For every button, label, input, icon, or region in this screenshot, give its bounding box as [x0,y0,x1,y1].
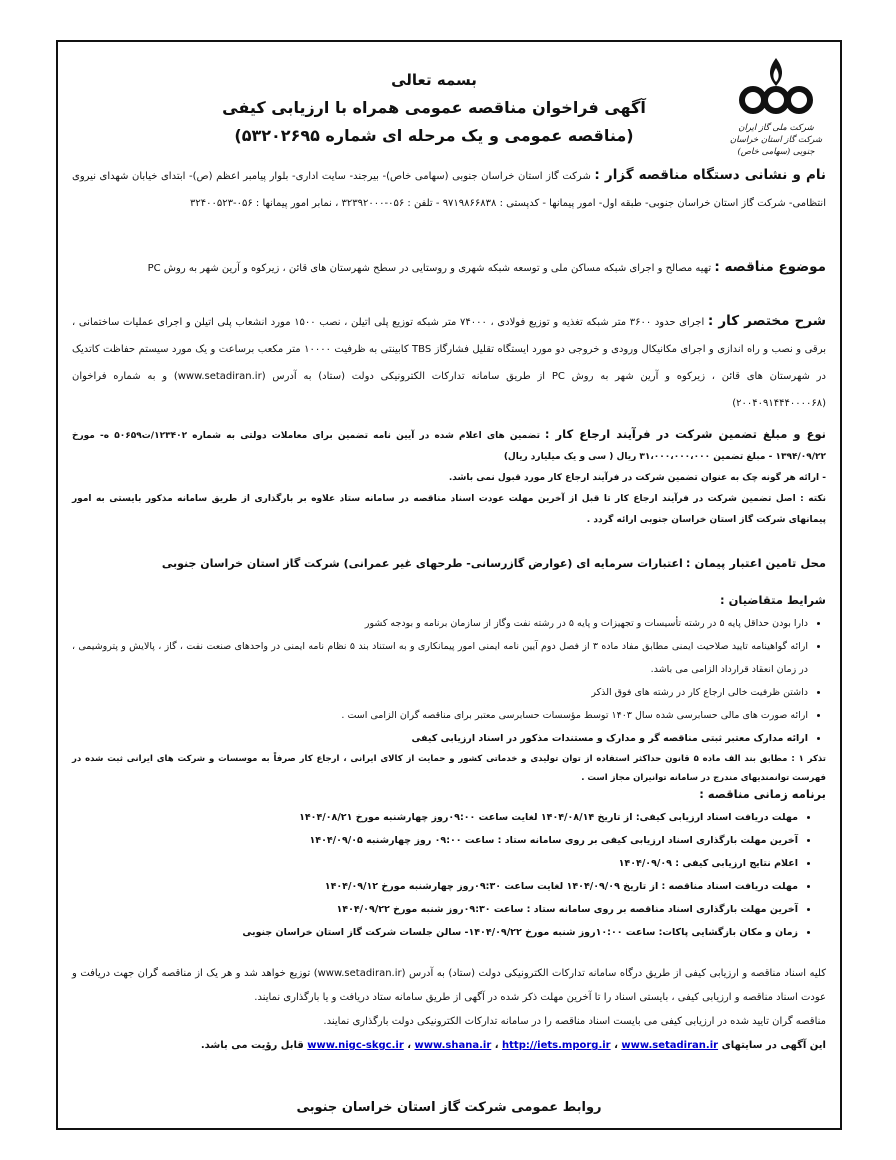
sites-suffix: قابل رؤیت می باشد. [200,1040,304,1051]
organizer-label: نام و نشانی دستگاه مناقصه گزار : [594,167,826,183]
list-item: • مهلت دریافت اسناد مناقصه : از تاریخ ۱۴۰۴/۰۹/۰۹ لغایت ساعت ۰۹:۳۰روز چهارشنبه مورخ ۱۴۰۴/۰۹/۱۲ [72,875,798,898]
list-item: • زمان و مکان بازگشایی پاکات: ساعت ۱۰:۰۰روز شنبه مورخ ۱۴۰۴/۰۹/۲۲- سالن جلسات شرکت گاز استان خراسان جنوبی [72,921,798,944]
subject-text: تهیه مصالح و اجرای شبکه مساکن ملی و توسعه شبکه شهری و روستایی در سطح شهرستان های قائن ، زیرکوه و آرین شهر به روش PC [147,263,712,274]
list-item: • دارا بودن حداقل پایه ۵ در رشته تأسیسات و تجهیزات و پایه ۵ در رشته نفت وگاز از سازمان برنامه و بودجه کشور [72,612,808,635]
funding-label: محل تامین اعتبار پیمان : [685,556,826,570]
guarantee-text: تضمین های اعلام شده در آیین نامه تضمین برای معاملات دولتی به شماره ۱۲۳۴۰۲/ت۵۰۶۵۹ ه- مورخ ۱۳۹۴/۰۹/۲۲ - مبلغ تضمین ۳۱،۰۰۰،۰۰۰،۰۰۰ ریال ( سی و یک میلیارد ریال) [72,431,826,462]
guarantee-section [72,424,826,531]
summary-text: اجرای حدود ۳۶۰۰ متر شبکه تغذیه و توزیع فولادی ، ۷۴۰۰۰ متر شبکه توزیع پلی اتیلن ، نصب ۱۵۰۰ مورد انشعاب پلی اتیلن و اجرای عملیات ساختمانی ، برقی و نصب و راه اندازی و اجرای مکانیکال ورودی و خروجی دو مورد ایستگاه تقلیل فشارگاز TBS کابینتی به ظرفیت ۱۰۰۰۰ متر مکعب برساعت و یک مورد سیستم حفاظت کاتدیک در شهرستان های قائن ، زیرکوه و آرین شهر به روش PC از طریق سامانه تدارکات الکترونیکی دولت (ستاد) به آدرس (www.setadiran.ir) و به شماره فراخوان (۲۰۰۴۰۹۱۴۴۴۰۰۰۰۶۸) [72,317,826,409]
funding-section [72,550,826,578]
subject-section [72,254,826,282]
list-item: • آخرین مهلت بارگذاری اسناد ارزیابی کیفی بر روی سامانه ستاد : ساعت ۰۹:۰۰ روز چهارشنبه ۱۴۰۴/۰۹/۰۵ [72,829,798,852]
organizer-text: شرکت گاز استان خراسان جنوبی (سهامی خاص)- بیرجند- سایت اداری- بلوار پیامبر اعظم (ص)- ابتدای خیابان شهدای نیروی انتظامی- شرکت گاز استان خراسان جنوبی- طبقه اول- امور پیمانها - کدپستی : ۹۷۱۹۸۶۶۸۳۸ - تلفن : ۰۵۶-۳۲۳۹۲۰۰۰ ، نمابر امور پیمانها : ۰۵۶-۳۲۴۰۰۵۲۳ [72,171,826,209]
summary-section [72,308,826,417]
guarantee-note-2: نکته : اصل تضمین شرکت در فرآیند ارجاع کار تا قبل از آخرین مهلت عودت اسناد مناقصه در سامانه ستاد علاوه بر بارگذاری از طریق سامانه مذکور بایستی به امور پیمانهای شرکت گاز استان خراسان جنوبی ارائه گردد . [72,494,826,525]
notice-header [166,66,702,150]
link-nigc-skgc[interactable]: www.nigc-skgc.ir [307,1040,404,1051]
organizer-section [72,162,826,217]
logo-caption-2: شرکت گاز استان خراسان جنوبی (سهامی خاص) [729,135,823,157]
list-item: • ارائه مدارک معتبر ثبتی مناقصه گر و مدارک و مستندات مذکور در اسناد ارزیابی کیفی [72,727,808,750]
footer-section [72,962,826,1058]
guarantee-note-1: - ارائه هر گونه چک به عنوان تضمین شرکت در فرآیند ارجاع کار مورد قبول نمی باشد. [448,473,826,483]
list-item: • اعلام نتایج ارزیابی کیفی : ۱۴۰۴/۰۹/۰۹ [72,852,798,875]
gas-flame-logo-icon [739,56,813,118]
list-item: • ارائه گواهینامه تایید صلاحیت ایمنی مطابق مفاد ماده ۳ از فصل دوم آیین نامه ایمنی امور پیمانکاری و به استناد بند ۵ نظام نامه ایمنی در واحدهای صنعت نفت ، گاز ، پالایش و پتروشیمی ، در زمان انعقاد قرارداد الزامی می باشد. [72,635,808,681]
schedule-section [72,782,826,944]
link-setadiran[interactable]: www.setadiran.ir [621,1040,719,1051]
sites-prefix: این آگهی در سایتهای [721,1040,826,1051]
header-title: آگهی فراخوان مناقصه عمومی همراه با ارزیابی کیفی [222,98,646,117]
footer-paragraph-1: کلیه اسناد مناقصه و ارزیابی کیفی از طریق درگاه سامانه تدارکات الکترونیکی دولت (ستاد) به آدرس (www.setadiran.ir) توزیع خواهد شد و هر یک از مناقصه گران جهت دریافت و عودت اسناد مناقصه و ارزیابی کیفی ، بایستی اسناد را تا آخرین مهلت ذکر شده در آگهی از طریق سامانه ستاد دریافت و یا بارگذاری نمایند. [72,968,826,1003]
list-item: • ارائه صورت های مالی حسابرسی شده سال ۱۴۰۳ توسط مؤسسات حسابرسی معتبر برای مناقصه گران الزامی است . [72,704,808,727]
conditions-list [72,612,826,750]
header-basmala: بسمه تعالی [391,71,477,89]
logo-caption-1: شرکت ملی گاز ایران [738,123,814,133]
footer-sites-line: این آگهی در سایتهای www.nigc-skgc.ir ، www.shana.ir ، http://iets.mporg.ir ، www.setadiran.ir قابل رؤیت می باشد. [200,1040,826,1051]
funding-text: اعتبارات سرمایه ای (عوارض گازرسانی- طرحهای غیر عمرانی) شرکت گاز استان خراسان جنوبی [161,557,683,570]
schedule-title: برنامه زمانی مناقصه : [699,787,826,801]
conditions-note: تذکر ۱ : مطابق بند الف ماده ۵ قانون حداکثر استفاده از توان تولیدی و خدماتی کشور و حمایت از کالای ایرانی ، ارجاع کار صرفاً به موسسات و شرکت های ایرانی ثبت شده در فهرست توانمندیهای مندرج در سامانه توانیران مجاز است . [72,754,826,783]
schedule-list [72,806,826,944]
list-item: • آخرین مهلت بارگذاری اسناد مناقصه بر روی سامانه ستاد : ساعت ۰۹:۳۰روز شنبه مورخ ۱۴۰۴/۰۹/۲۲ [72,898,798,921]
summary-label: شرح مختصر کار : [707,313,827,329]
signature: روابط عمومی شرکت گاز استان خراسان جنوبی [296,1100,602,1115]
header-tender-number: (مناقصه عمومی و یک مرحله ای شماره ۵۳۲۰۲۶۹۵) [234,126,634,145]
conditions-section [72,588,826,788]
notice-frame [56,40,842,1130]
company-logo [720,56,832,158]
list-item: • داشتن ظرفیت خالی ارجاع کار در رشته های فوق الذکر [72,681,808,704]
guarantee-label: نوع و مبلغ تضمین شرکت در فرآیند ارجاع کار : [544,427,826,441]
link-shana[interactable]: www.shana.ir [414,1040,492,1051]
link-iets[interactable]: http://iets.mporg.ir [502,1040,611,1051]
list-item: • مهلت دریافت اسناد ارزیابی کیفی: از تاریخ ۱۴۰۴/۰۸/۱۴ لغایت ساعت ۰۹:۰۰روز چهارشنبه مورخ ۱۴۰۴/۰۸/۲۱ [72,806,798,829]
conditions-title: شرایط متقاضیان : [720,593,826,607]
footer-paragraph-2: مناقصه گران تایید شده در ارزیابی کیفی می بایست اسناد مناقصه را در سامانه تدارکات الکترونیکی دولت بارگذاری نمایند. [323,1016,826,1027]
subject-label: موضوع مناقصه : [714,259,826,275]
